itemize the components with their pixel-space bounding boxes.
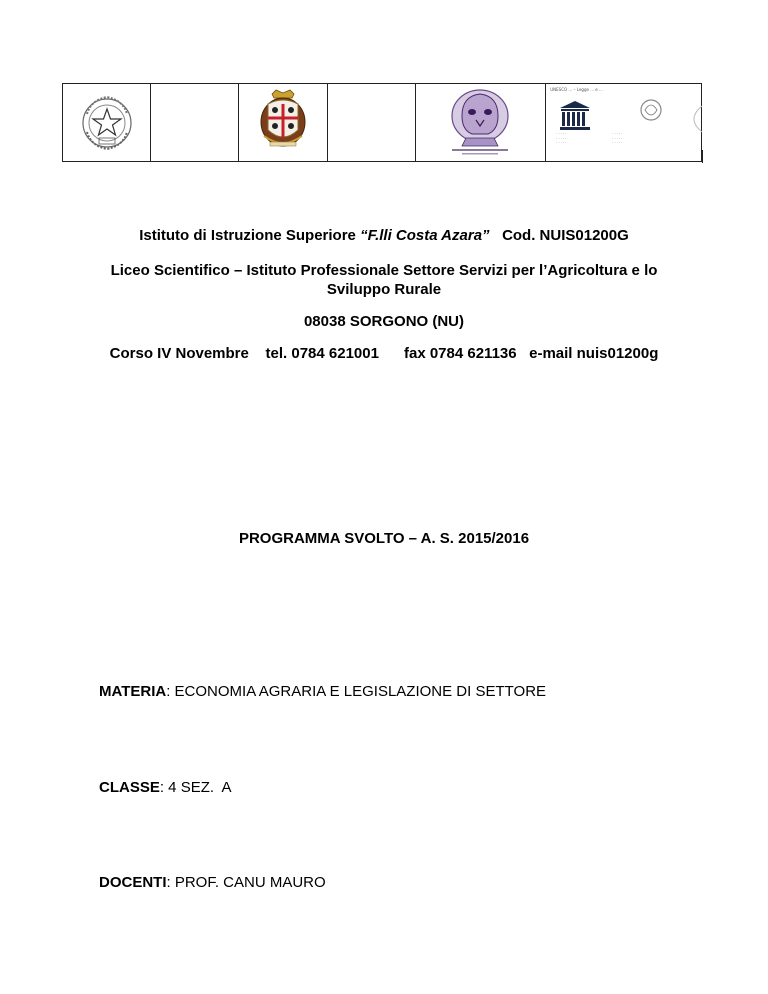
strip-right-tick (702, 150, 703, 163)
logo-cell-empty-2 (328, 84, 417, 161)
institute-phone: tel. 0784 621001 (265, 345, 379, 362)
logo-cell-mamoiada (416, 84, 546, 161)
docenti-value: : PROF. CANU MAURO (166, 874, 326, 891)
classe-label: CLASSE (99, 779, 160, 796)
logo-cell-republic (63, 84, 151, 161)
institute-type: Istituto di Istruzione Superiore (139, 227, 356, 244)
institute-address-city: 08038 SORGONO (NU) (303, 313, 465, 330)
institute-line-2a: Liceo Scientifico – Istituto Professionale Settore Servizi per l’Agricoltura e lo (110, 262, 658, 279)
unesco-caption: UNESCO ... – Legge ... e ... (550, 87, 603, 92)
institute-fax: fax 0784 621136 (403, 345, 517, 362)
sardinia-region-crest-icon (256, 88, 310, 152)
unesco-partial-circle-icon (684, 104, 704, 134)
logo-header-strip (62, 83, 702, 162)
unesco-text-right: · · · · · · · · · · · · · · · · (612, 132, 625, 145)
unesco-secondary-logo-icon (636, 96, 666, 132)
docenti-row (99, 874, 326, 892)
institute-line-1 (0, 227, 768, 245)
logo-cell-empty-1 (151, 84, 239, 161)
docenti-label: DOCENTI (99, 874, 167, 891)
institute-code: Cod. NUIS01200G (502, 227, 629, 244)
unesco-text-left: · · · · · · · · · · · · · · · · (556, 132, 569, 145)
materia-label: MATERIA (99, 683, 167, 700)
logo-cell-sardinia (239, 84, 328, 161)
institute-line-2b: Sviluppo Rurale (326, 281, 442, 298)
italian-republic-emblem-icon (77, 92, 137, 154)
mamoiada-mask-logo-icon (448, 86, 512, 156)
institute-name: “F.lli Costa Azara” (360, 227, 490, 244)
materia-row (99, 683, 546, 701)
logo-cell-unesco (546, 84, 702, 161)
unesco-logo-icon (558, 99, 592, 133)
institute-contacts (0, 345, 768, 363)
institute-email: e-mail nuis01200g (529, 345, 659, 362)
materia-value: : ECONOMIA AGRARIA E LEGISLAZIONE DI SETTORE (166, 683, 547, 700)
classe-value: : 4 SEZ. A (159, 779, 232, 796)
classe-row (99, 779, 232, 797)
document-title: PROGRAMMA SVOLTO – A. S. 2015/2016 (238, 530, 530, 547)
institute-street: Corso IV Novembre (109, 345, 249, 362)
